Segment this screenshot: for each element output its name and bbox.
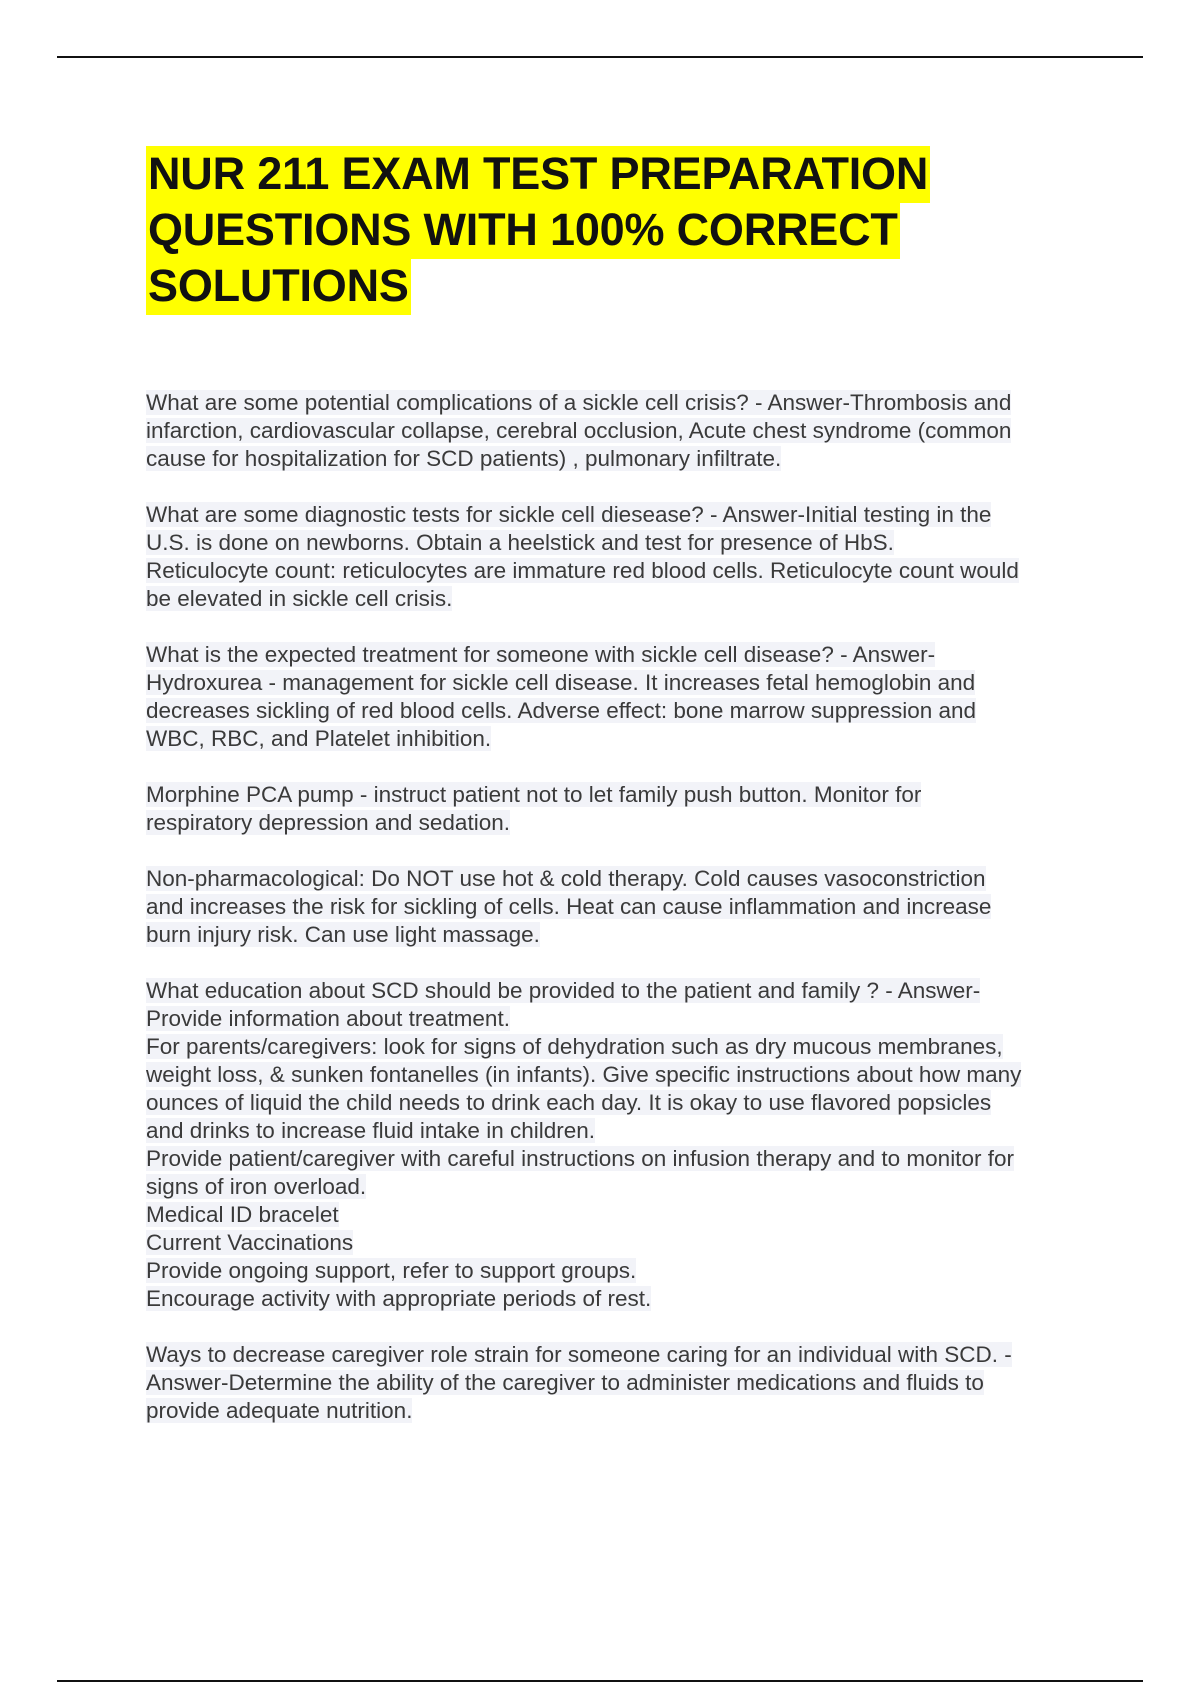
paragraph-line [146, 1341, 1096, 1369]
line-text: Encourage activity with appropriate periods of rest. [146, 1286, 652, 1311]
qa-paragraph [146, 389, 1096, 473]
paragraph-line [146, 417, 1096, 445]
paragraph-line [146, 585, 1096, 613]
paragraph-line [146, 1173, 1096, 1201]
paragraph-line [146, 557, 1096, 585]
line-text: For parents/caregivers: look for signs of dehydration such as dry mucous membranes, [146, 1034, 1003, 1059]
paragraph-line [146, 1005, 1096, 1033]
line-text: WBC, RBC, and Platelet inhibition. [146, 726, 492, 751]
qa-paragraph [146, 977, 1096, 1313]
line-text: weight loss, & sunken fontanelles (in infants). Give specific instructions about how many [146, 1062, 1022, 1087]
line-text: U.S. is done on newborns. Obtain a heelstick and test for presence of HbS. [146, 530, 894, 555]
line-text: What education about SCD should be provided to the patient and family ? - Answer- [146, 978, 981, 1003]
line-text: Provide ongoing support, refer to support groups. [146, 1258, 637, 1283]
qa-paragraph [146, 501, 1096, 613]
paragraph-line [146, 809, 1096, 837]
line-text: Hydroxurea - management for sickle cell disease. It increases fetal hemoglobin and [146, 670, 976, 695]
line-text: Non-pharmacological: Do NOT use hot & cold therapy. Cold causes vasoconstriction [146, 866, 986, 891]
paragraph-line [146, 1061, 1096, 1089]
line-text: Answer-Determine the ability of the caregiver to administer medications and fluids to [146, 1370, 984, 1395]
document-body [146, 389, 1096, 1453]
paragraph-line [146, 781, 1096, 809]
title-line: QUESTIONS WITH 100% CORRECT [146, 202, 900, 259]
paragraph-line [146, 641, 1096, 669]
paragraph-line [146, 697, 1096, 725]
paragraph-line [146, 893, 1096, 921]
line-text: signs of iron overload. [146, 1174, 367, 1199]
qa-paragraph [146, 781, 1096, 837]
line-text: provide adequate nutrition. [146, 1398, 413, 1423]
line-text: What is the expected treatment for someone with sickle cell disease? - Answer- [146, 642, 936, 667]
line-text: Ways to decrease caregiver role strain for someone caring for an individual with SCD. - [146, 1342, 1012, 1367]
bottom-divider [57, 1680, 1143, 1682]
line-text: respiratory depression and sedation. [146, 810, 510, 835]
line-text: be elevated in sickle cell crisis. [146, 586, 453, 611]
paragraph-line [146, 389, 1096, 417]
qa-paragraph [146, 865, 1096, 949]
line-text: Current Vaccinations [146, 1230, 354, 1255]
paragraph-line [146, 445, 1096, 473]
line-text: infarction, cardiovascular collapse, cerebral occlusion, Acute chest syndrome (common [146, 418, 1012, 443]
line-text: What are some diagnostic tests for sickle cell diesease? - Answer-Initial testing in the [146, 502, 992, 527]
line-text: and drinks to increase fluid intake in children. [146, 1118, 596, 1143]
qa-paragraph [146, 641, 1096, 753]
paragraph-line [146, 725, 1096, 753]
top-divider [57, 56, 1143, 58]
paragraph-line [146, 1397, 1096, 1425]
line-text: Reticulocyte count: reticulocytes are immature red blood cells. Reticulocyte count would [146, 558, 1019, 583]
paragraph-line [146, 1145, 1096, 1173]
line-text: Morphine PCA pump - instruct patient not to let family push button. Monitor for [146, 782, 922, 807]
paragraph-line [146, 977, 1096, 1005]
paragraph-line [146, 1201, 1096, 1229]
paragraph-line [146, 1257, 1096, 1285]
paragraph-line [146, 1369, 1096, 1397]
line-text: Medical ID bracelet [146, 1202, 339, 1227]
line-text: Provide patient/caregiver with careful instructions on infusion therapy and to monitor for [146, 1146, 1014, 1171]
paragraph-line [146, 501, 1096, 529]
paragraph-line [146, 1229, 1096, 1257]
paragraph-line [146, 669, 1096, 697]
line-text: What are some potential complications of a sickle cell crisis? - Answer-Thrombosis and [146, 390, 1012, 415]
line-text: cause for hospitalization for SCD patients) , pulmonary infiltrate. [146, 446, 782, 471]
paragraph-line [146, 1033, 1096, 1061]
line-text: decreases sickling of red blood cells. Adverse effect: bone marrow suppression and [146, 698, 977, 723]
line-text: burn injury risk. Can use light massage. [146, 922, 540, 947]
paragraph-line [146, 1117, 1096, 1145]
paragraph-line [146, 1089, 1096, 1117]
paragraph-line [146, 865, 1096, 893]
title-line: NUR 211 EXAM TEST PREPARATION [146, 146, 930, 203]
paragraph-line [146, 1285, 1096, 1313]
line-text: ounces of liquid the child needs to drink each day. It is okay to use flavored popsicles [146, 1090, 992, 1115]
qa-paragraph [146, 1341, 1096, 1425]
line-text: and increases the risk for sickling of cells. Heat can cause inflammation and increase [146, 894, 992, 919]
document-title [146, 146, 1106, 314]
line-text: Provide information about treatment. [146, 1006, 510, 1031]
title-line: SOLUTIONS [146, 258, 411, 315]
paragraph-line [146, 921, 1096, 949]
paragraph-line [146, 529, 1096, 557]
